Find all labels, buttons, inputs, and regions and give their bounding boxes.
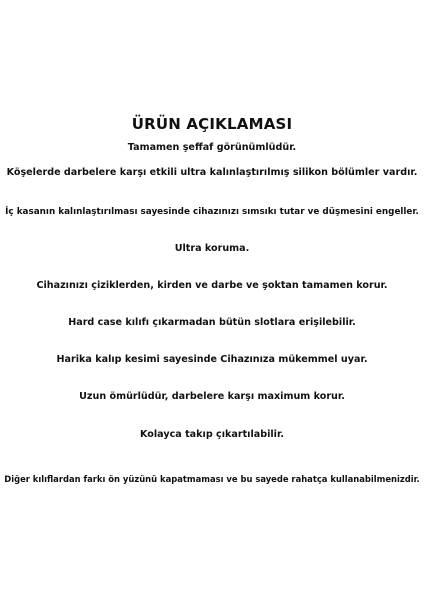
description-line: Kolayca takıp çıkartılabilir. (140, 429, 284, 440)
description-line: Köşelerde darbelere karşı etkili ultra kalınlaştırılmış silikon bölümler vardır. (6, 167, 418, 178)
description-line: İç kasanın kalınlaştırılması sayesinde cihazınızı sımsıkı tutar ve düşmesini engeller. (5, 207, 419, 217)
description-line: Diğer kılıflardan farkı ön yüzünü kapatmaması ve bu sayede rahatça kullanabilmenizdir. (4, 474, 420, 484)
description-line: Cihazınızı çiziklerden, kirden ve darbe ve şoktan tamamen korur. (36, 280, 388, 291)
description-line: Hard case kılıfı çıkarmadan bütün slotlara erişilebilir. (68, 317, 356, 328)
page-title: ÜRÜN AÇIKLAMASI (131, 115, 293, 133)
description-line: Harika kalıp kesimi sayesinde Cihazınıza mükemmel uyar. (56, 354, 368, 365)
description-line: Tamamen şeffaf görünümlüdür. (127, 142, 297, 153)
description-line: Ultra koruma. (174, 243, 250, 254)
description-line: Uzun ömürlüdür, darbelere karşı maximum korur. (79, 391, 345, 402)
